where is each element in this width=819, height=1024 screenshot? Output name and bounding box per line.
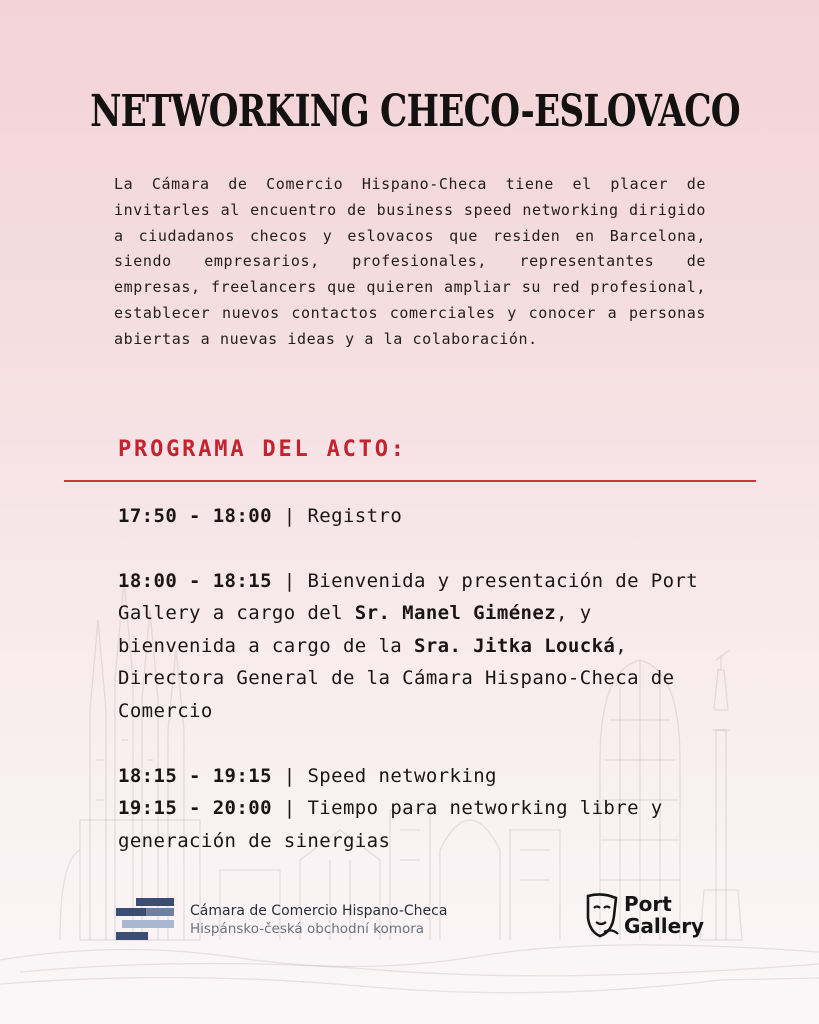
schedule-text: Registro — [307, 505, 403, 527]
spacer — [118, 533, 718, 565]
schedule-separator: | — [271, 764, 308, 787]
schedule-text: , y bienvenida a cargo de la — [118, 602, 592, 657]
schedule-item-registro — [118, 500, 718, 533]
schedule-text: Speed networking — [307, 764, 497, 787]
speaker-name: Sr. Manel Giménez — [354, 602, 557, 625]
spacer — [118, 728, 718, 760]
schedule-time: 19:15 - 20:00 — [118, 797, 272, 820]
chamber-logo — [116, 896, 496, 944]
schedule-separator: | — [271, 505, 308, 527]
schedule-text: , Directora General de la Cámara Hispano-Checa de Comercio — [118, 634, 675, 722]
schedule-text: Bienvenida y presentación de Port Gallery a cargo del — [118, 569, 699, 625]
program-heading: PROGRAMA DEL ACTO: — [118, 437, 407, 462]
schedule — [118, 500, 718, 857]
schedule-item-bienvenida — [118, 565, 718, 728]
page-title: NETWORKING CHECO-ESLOVACO — [90, 86, 740, 137]
schedule-item-networking-libre — [118, 792, 718, 857]
speaker-name: Sra. Jitka Loucká — [413, 634, 616, 657]
intro-paragraph: La Cámara de Comercio Hispano-Checa tiene el placer de invitarles al encuentro de business speed networking dirigido a ciudadanos checos y eslovacos que residen en Barcelona, siendo empresarios, profesionales, representantes de empresas, freelancers que quieren ampliar su red profesional, establecer nuevos contactos comerciales y conocer a personas abiertas a nuevas ideas y a la colaboración. — [114, 175, 706, 348]
mask-icon — [584, 892, 620, 940]
schedule-separator: | — [271, 797, 308, 820]
divider — [64, 480, 756, 482]
chamber-name: Cámara de Comercio Hispano-Checa — [190, 903, 448, 919]
schedule-separator: | — [271, 569, 308, 592]
schedule-time: 18:00 - 18:15 — [118, 569, 272, 592]
schedule-time: 18:15 - 19:15 — [118, 764, 272, 787]
port-gallery-logo — [584, 890, 714, 942]
port-gallery-word-gallery: Gallery — [624, 914, 705, 938]
port-gallery-word-port: Port — [624, 892, 672, 916]
schedule-text: Tiempo para networking libre y generación de sinergias — [118, 797, 663, 852]
schedule-item-speed-networking — [118, 760, 718, 793]
chamber-name-czech: Hispánsko-česká obchodní komora — [190, 921, 425, 937]
schedule-time: 17:50 - 18:00 — [118, 505, 272, 527]
chamber-emblem-icon — [116, 896, 180, 944]
